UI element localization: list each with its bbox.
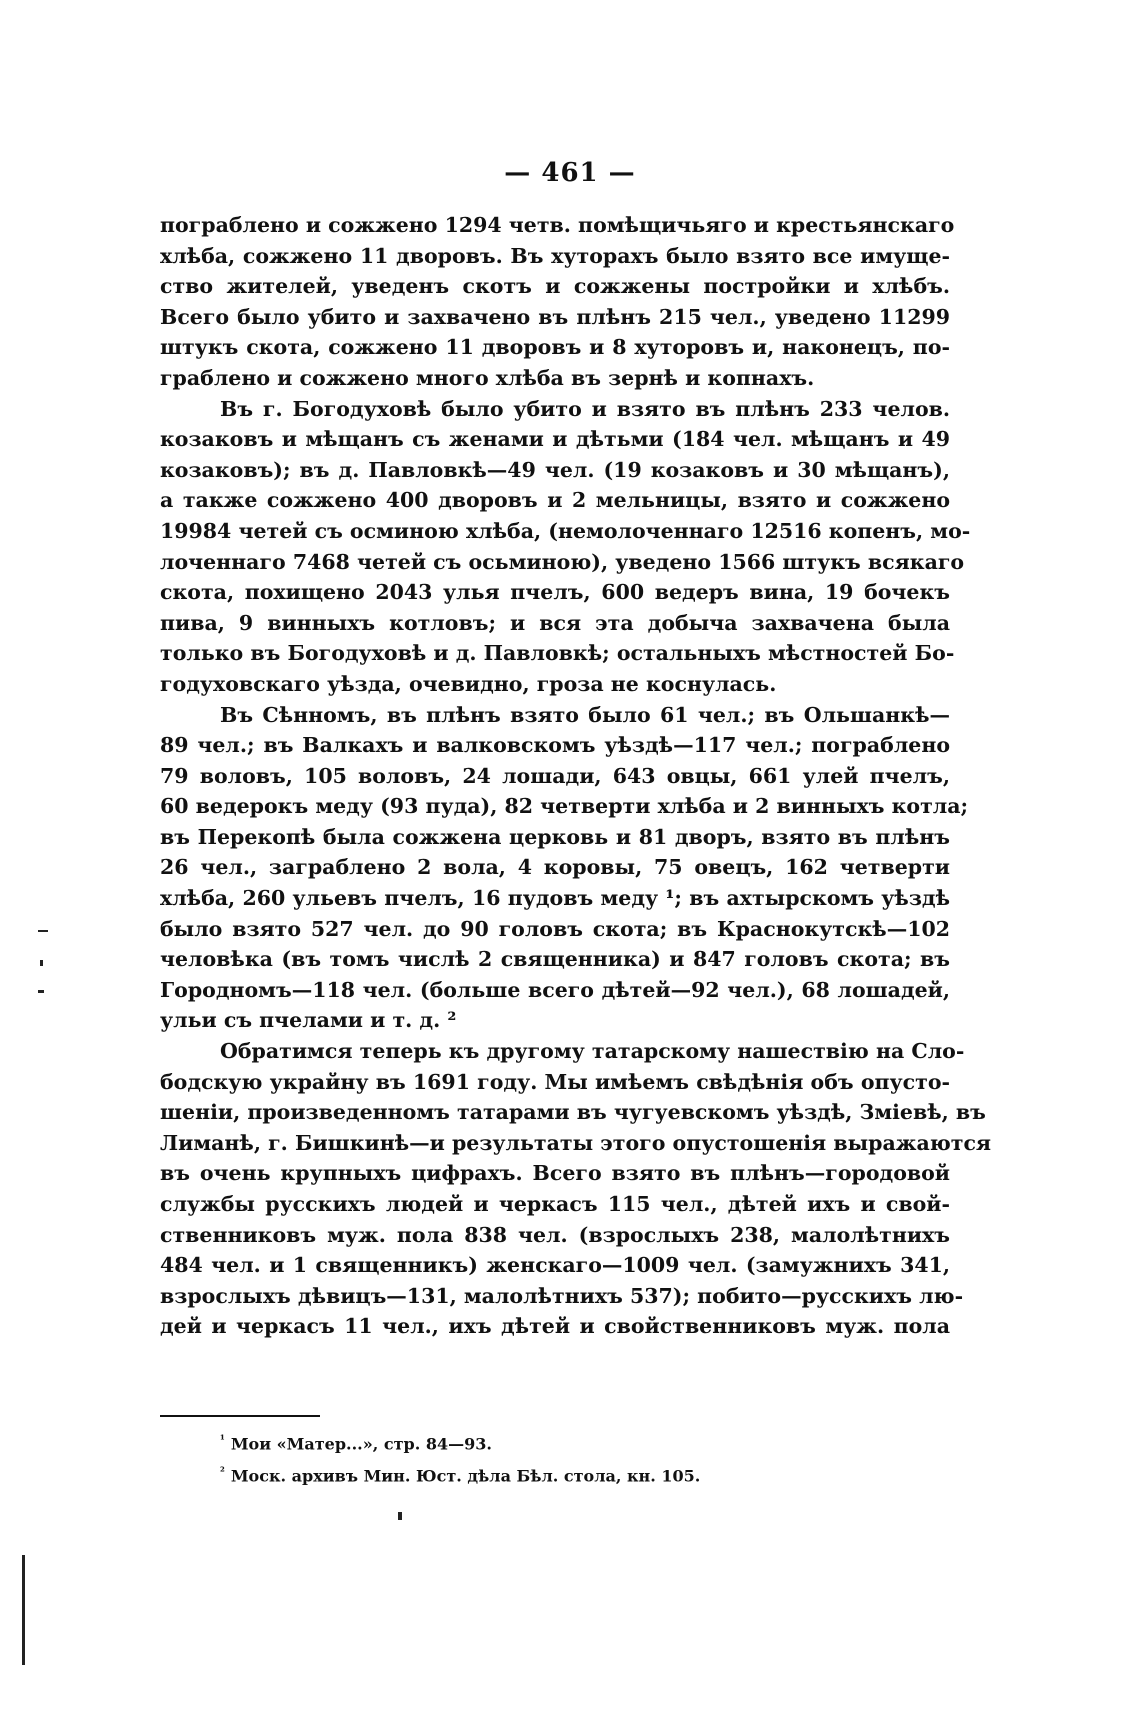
footnote-mark: ¹ [220, 1433, 225, 1446]
text-line: ство жителей, уведенъ скотъ и сожжены постройки и хлѣбъ. [160, 274, 950, 299]
text-line: было взято 527 чел. до 90 головъ скота; въ Краснокутскѣ—102 [160, 916, 950, 941]
text-line: шеніи, произведенномъ татарами въ чугуевскомъ уѣздѣ, Зміевѣ, въ [160, 1100, 986, 1125]
text-line: Въ Сѣнномъ, въ плѣнъ взято было 61 чел.; въ Ольшанкѣ— [220, 702, 950, 727]
text-line: 484 чел. и 1 священникъ) женскаго—1009 чел. (замужнихъ 341, [160, 1253, 950, 1278]
text-line: штукъ скота, сожжено 11 дворовъ и 8 хуторовъ и, наконецъ, по- [160, 335, 950, 360]
footnote-text: Мои «Матер...», стр. 84—93. [230, 1434, 492, 1454]
text-line: только въ Богодуховѣ и д. Павловкѣ; остальныхъ мѣстностей Бо- [160, 641, 955, 666]
footnote-2 [220, 1458, 920, 1490]
footnote-mark: ² [220, 1465, 225, 1479]
text-line: лоченнаго 7468 четей съ осьминою), уведено 1566 штукъ всякаго [160, 549, 965, 574]
text-line: ульи съ пчелами и т. д. ² [160, 1008, 457, 1033]
text-line: Городномъ—118 чел. (больше всего дѣтей—92 чел.), 68 лошадей, [160, 977, 950, 1002]
text-line: пограблено и сожжено 1294 четв. помѣщичьяго и крестьянскаго [160, 213, 955, 237]
text-line: пива, 9 винныхъ котловъ; и вся эта добыча захвачена была [160, 610, 950, 635]
text-line: граблено и сожжено много хлѣба въ зернѣ и копнахъ. [160, 365, 815, 390]
text-line: Въ г. Богодуховѣ было убито и взято въ плѣнъ 233 челов. [220, 396, 950, 421]
text-line: 79 воловъ, 105 воловъ, 24 лошади, 643 овцы, 661 улей пчелъ, [160, 763, 950, 788]
text-line: въ очень крупныхъ цифрахъ. Всего взято въ плѣнъ—городовой [160, 1161, 950, 1186]
footnote-text: Моск. архивъ Мин. Юст. дѣла Бѣл. стола, кн. 105. [230, 1466, 701, 1486]
text-line: службы русскихъ людей и черкасъ 115 чел., дѣтей ихъ и свой- [160, 1192, 950, 1216]
text-line: козаковъ и мѣщанъ съ женами и дѣтьми (184 чел. мѣщанъ и 49 [160, 427, 950, 452]
text-line: взрослыхъ дѣвицъ—131, малолѣтнихъ 537); побито—русскихъ лю- [160, 1283, 964, 1308]
scan-artifact [38, 930, 48, 932]
footnote-1 [220, 1426, 920, 1458]
text-line: ственниковъ муж. пола 838 чел. (взрослыхъ 238, малолѣтнихъ [160, 1222, 950, 1247]
body-text [160, 210, 992, 1342]
text-line: 60 ведерокъ меду (93 пуда), 82 четверти хлѣба и 2 винныхъ котла; [160, 794, 969, 819]
scan-artifact [398, 1512, 402, 1520]
text-line: козаковъ); въ д. Павловкѣ—49 чел. (19 козаковъ и 30 мѣщанъ), [160, 457, 950, 482]
text-line: 89 чел.; въ Валкахъ и валковскомъ уѣздѣ—117 чел.; пограблено [160, 733, 950, 758]
page-number: — 461 — [504, 158, 636, 188]
text-line: бодскую украйну въ 1691 году. Мы имѣемъ свѣдѣнія объ опусто- [160, 1069, 950, 1094]
text-line: Всего было убито и захвачено въ плѣнъ 215 чел., уведено 11299 [160, 304, 950, 329]
text-line: въ Перекопѣ была сожжена церковь и 81 дворъ, взято въ плѣнъ [160, 824, 950, 849]
text-line: 26 чел., заграблено 2 вола, 4 коровы, 75 овецъ, 162 четверти [160, 855, 950, 880]
scan-artifact [40, 960, 43, 966]
footnotes [220, 1426, 920, 1491]
text-line: человѣка (въ томъ числѣ 2 священника) и 847 головъ скота; въ [160, 947, 950, 972]
text-line: хлѣба, сожжено 11 дворовъ. Въ хуторахъ было взято все имуще- [160, 243, 950, 268]
text-line: скота, похищено 2043 улья пчелъ, 600 ведеръ вина, 19 бочекъ [160, 580, 950, 605]
text-line: Обратимся теперь къ другому татарскому нашествію на Сло- [220, 1039, 965, 1064]
footnote-divider [160, 1415, 320, 1417]
text-line: годуховскаго уѣзда, очевидно, гроза не коснулась. [160, 671, 777, 696]
text-line: а также сожжено 400 дворовъ и 2 мельницы, взято и сожжено [160, 488, 950, 513]
text-line: хлѣба, 260 ульевъ пчелъ, 16 пудовъ меду ¹; въ ахтырскомъ уѣздѣ [160, 886, 950, 911]
scan-artifact [38, 990, 44, 993]
text-line: 19984 четей съ осминою хлѣба, (немолоченнаго 12516 копенъ, мо- [160, 518, 971, 543]
text-line: дей и черкасъ 11 чел., ихъ дѣтей и свойственниковъ муж. пола [160, 1314, 950, 1339]
text-line: Лиманѣ, г. Бишкинѣ—и результаты этого опустошенія выражаются [160, 1130, 992, 1155]
scan-artifact [22, 1555, 25, 1665]
